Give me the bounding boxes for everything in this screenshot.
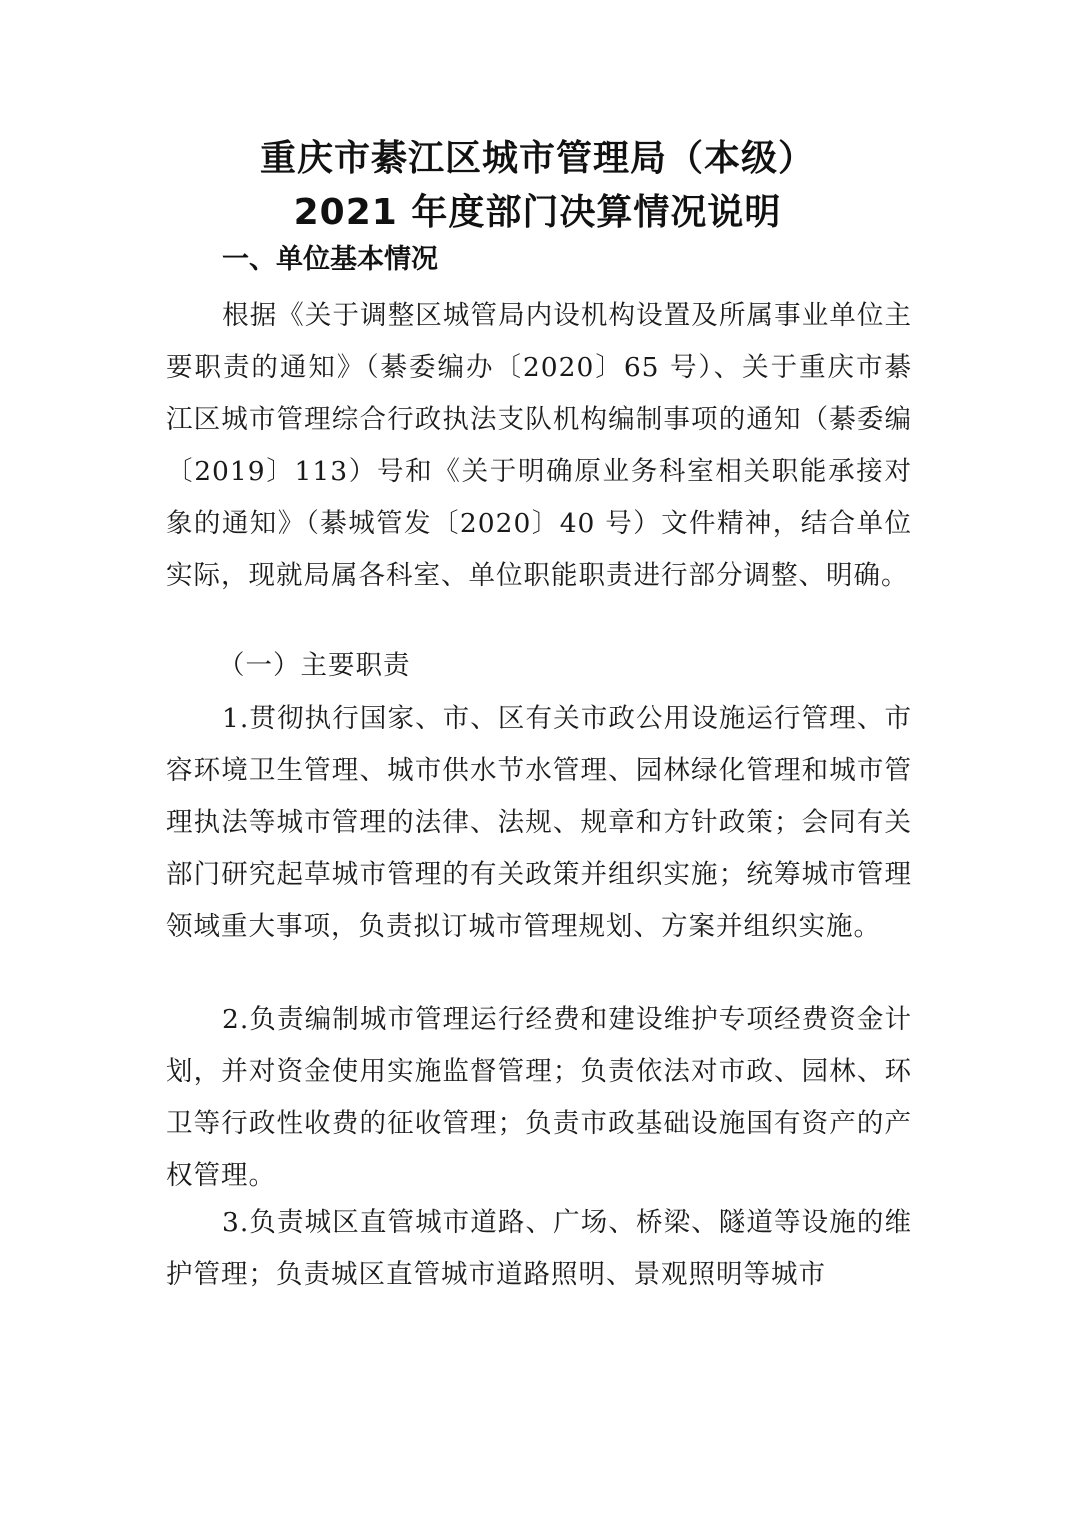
duty-item xyxy=(166,1197,912,1301)
title-line-1: 重庆市綦江区城市管理局（本级） xyxy=(259,138,815,179)
title-line-2: 2021 年度部门决算情况说明 xyxy=(293,192,782,233)
subsection-heading-main-duties: （一）主要职责 xyxy=(218,650,411,681)
document-title xyxy=(0,132,1075,240)
duty-item-text: 3.负责城区直管城市道路、广场、桥梁、隧道等设施的维护管理；负责城区直管城市道路照明、景观照明等城市 xyxy=(166,1207,912,1290)
intro-paragraph-text: 根据《关于调整区城管局内设机构设置及所属事业单位主要职责的通知》（綦委编办〔2020〕65 号）、关于重庆市綦江区城市管理综合行政执法支队机构编制事项的通知（綦委编〔2019〕113）号和《关于明确原业务科室相关职能承接对象的通知》（綦城管发〔2020〕40 号）文件精神，结合单位实际，现就局属各科室、单位职能职责进行部分调整、明确。 xyxy=(166,300,912,591)
duty-item-text: 2.负责编制城市管理运行经费和建设维护专项经费资金计划，并对资金使用实施监督管理；负责依法对市政、园林、环卫等行政性收费的征收管理；负责市政基础设施国有资产的产权管理。 xyxy=(166,1004,912,1191)
section-heading-basic-info: 一、单位基本情况 xyxy=(222,244,438,275)
duty-item xyxy=(166,994,912,1202)
duty-item-text: 1.贯彻执行国家、市、区有关市政公用设施运行管理、市容环境卫生管理、城市供水节水管理、园林绿化管理和城市管理执法等城市管理的法律、法规、规章和方针政策；会同有关部门研究起草城市管理的有关政策并组织实施；统筹城市管理领域重大事项，负责拟订城市管理规划、方案并组织实施。 xyxy=(166,703,912,942)
duty-item xyxy=(166,693,912,953)
intro-paragraph xyxy=(166,290,912,602)
